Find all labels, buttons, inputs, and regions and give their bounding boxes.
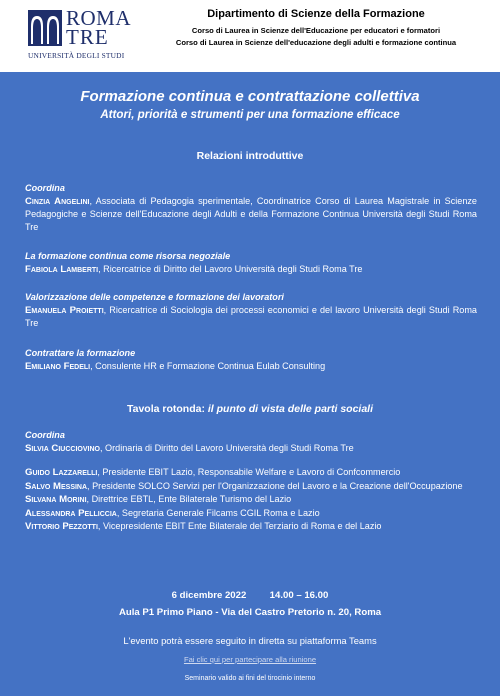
logo-tre: TRE [66, 25, 109, 49]
event-title: Formazione continua e contrattazione collettiva [80, 88, 420, 105]
speaker-block [25, 347, 477, 373]
participant [25, 493, 477, 507]
tavola-heading [0, 403, 500, 415]
seminar-note: Seminario valido ai fini del tirocinio interno [184, 675, 316, 682]
participant-name: Guido Lazzarelli [25, 467, 98, 478]
speaker-desc: , Ricercatrice di Sociologia dei processi economici e del lavoro Università degli Studi Roma Tre [25, 304, 477, 329]
participant-desc: , Segretaria Generale Filcams CGIL Roma e Lazio [116, 507, 320, 518]
coordinator-role: Coordina [25, 430, 65, 440]
speaker-name: Fabiola Lamberti [25, 263, 99, 275]
participant-name: Salvo Messina [25, 480, 88, 492]
teams-info: L'evento potrà essere seguito in diretta su piattaforma Teams [123, 635, 377, 646]
arches-icon [28, 10, 62, 46]
event-date: 6 dicembre 2022 [171, 590, 247, 601]
header [0, 0, 500, 72]
participant-desc: , Presidente SOLCO Servizi per l'Organizzazione del Lavoro e la Creazione dell'Occupazione [87, 480, 463, 491]
course-line-1: Corso di Laurea in Scienze dell'Educazione per educatori e formatori [191, 26, 441, 35]
participant-name: Vittorio Pezzotti [25, 521, 98, 533]
course-line-2: Corso di Laurea in Scienze dell'educazione degli adulti e formazione continua [175, 38, 457, 47]
coordinator-name: Silvia Ciucciovino [25, 442, 100, 454]
speaker-role: Valorizzazione delle competenze e formazione dei lavoratori [25, 292, 284, 302]
event-datetime [0, 590, 500, 601]
speaker-name: Emiliano Fedeli [25, 360, 91, 372]
logo-roma: ROMA [66, 6, 132, 30]
speaker-block [25, 250, 477, 276]
participant-desc: , Presidente EBIT Lazio, Responsabile Welfare e Lavoro di Confcommercio [97, 467, 401, 477]
event-place: Aula P1 Primo Piano - Via del Castro Pretorio n. 20, Roma [118, 607, 382, 618]
coordinator-desc: , Ordinaria di Diritto del Lavoro Università degli Studi Roma Tre [99, 442, 354, 453]
event-time: 14.00 – 16.00 [269, 590, 329, 601]
tavola-heading-italic: il punto di vista delle parti sociali [207, 403, 374, 415]
participant-name: Alessandra Pelliccia [25, 507, 117, 519]
coordinator-block [25, 429, 477, 455]
participants-list [25, 466, 477, 534]
relazioni-heading: Relazioni introduttive [196, 150, 304, 162]
speaker-desc: , Associata di Pedagogia sperimentale, Coordinatrice Corso di Laurea Magistrale in Scienze Pedagogiche e Scienze dell'Educazione degli Adulti e della Formazione Continua Università degli Studi Roma Tre [25, 195, 477, 232]
department-name: Dipartimento di Scienze della Formazione [207, 8, 425, 20]
participant [25, 507, 477, 521]
speaker-role: Contrattare la formazione [25, 348, 136, 358]
participant-desc: , Direttrice EBTL, Ente Bilaterale Turismo del Lazio [86, 494, 292, 505]
main-panel [0, 72, 500, 696]
participant [25, 466, 477, 480]
speaker-role: Coordina [25, 183, 65, 193]
tavola-heading-plain: Tavola rotonda: [126, 403, 208, 415]
participant [25, 480, 477, 494]
participant-name: Silvana Morini [25, 494, 87, 506]
speaker-desc: , Consulente HR e Formazione Continua Eulab Consulting [90, 360, 326, 371]
link-row [0, 649, 500, 667]
speaker-desc: , Ricercatrice di Diritto del Lavoro Università degli Studi Roma Tre [98, 263, 363, 274]
speaker-block [25, 291, 477, 330]
speaker-name: Emanuela Proietti [25, 304, 104, 316]
header-text [140, 8, 492, 49]
participant-desc: , Vicepresidente EBIT Ente Bilaterale del Terziario di Roma e del Lazio [97, 521, 382, 532]
university-logo [28, 6, 132, 66]
logo-university: UNIVERSITÀ DEGLI STUDI [28, 51, 125, 60]
participant [25, 520, 477, 534]
event-subtitle: Attori, priorità e strumenti per una formazione efficace [100, 108, 400, 121]
speaker-name: Cinzia Angelini [25, 195, 90, 207]
speaker-role: La formazione continua come risorsa negoziale [25, 251, 231, 261]
teams-link[interactable]: Fai clic qui per partecipare alla riunione [183, 655, 317, 664]
speaker-block [25, 182, 477, 233]
